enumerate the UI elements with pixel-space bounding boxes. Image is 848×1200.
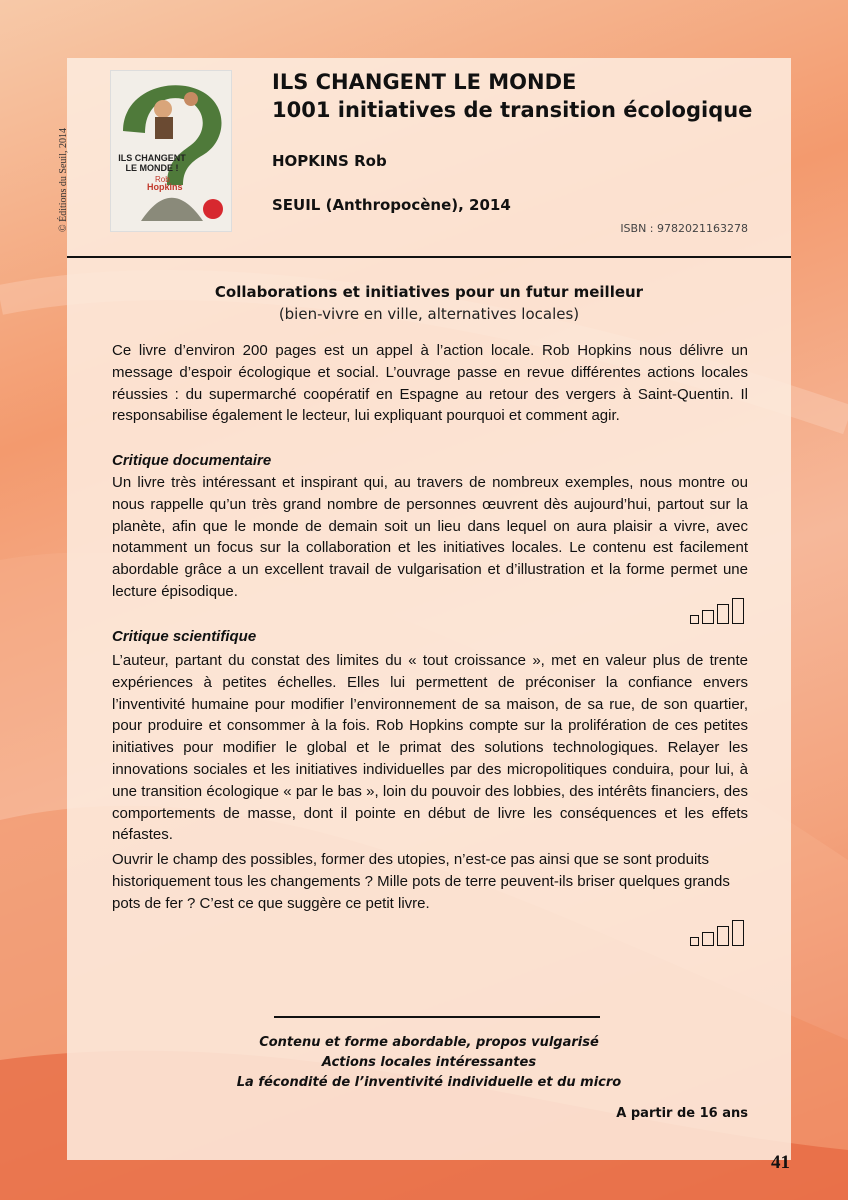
- summary-line-2: Actions locales intéressantes: [321, 1055, 537, 1070]
- cover-author-last: Hopkins: [147, 182, 183, 192]
- age-recommendation: A partir de 16 ans: [616, 1106, 748, 1121]
- critique-scientifique-heading: Critique scientifique: [112, 628, 257, 645]
- summary-line-1: Contenu et forme abordable, propos vulgarisé: [259, 1035, 599, 1050]
- book-author: HOPKINS Rob: [272, 152, 387, 170]
- intro-paragraph: Ce livre d’environ 200 pages est un appel à l’action locale. Rob Hopkins nous délivre un message d’espoir écologique et social. L’ouvrage passe en revue différentes actions locales réussies : du supermarché coopératif en Espagne au retour des vergers à Saint-Quentin. Il responsabilise également le lecteur, lui expliquant pourquoi et comment agir.: [112, 342, 748, 425]
- critique-documentaire-text: Un livre très intéressant et inspirant qui, au travers de nombreux exemples, nous montre ou nous rappelle qu’un très grand nombre de personnes œuvrent dès aujourd’hui, partout sur la planète, afin que le monde de demain soit un lieu dans lequel on aura plaisir a vivre, avec notamment un focus sur la collaboration et les initiatives locales. Le contenu est facilement abordable grâce a un excellent travail de vulgarisation et d’illustration et la forme permet une lecture épisodique.: [112, 474, 748, 600]
- book-title-line1: ILS CHANGENT LE MONDE: [272, 70, 577, 94]
- rating-scientifique: [690, 920, 744, 946]
- book-title: [272, 68, 772, 124]
- section-subtitle: (bien-vivre en ville, alternatives locales): [278, 305, 580, 323]
- critique-scientifique-text: L’auteur, partant du constat des limites du « tout croissance », met en valeur plus de trente expériences à petites échelles. Elles lui permettent de préconiser la confiance envers l’inventivité humaine pour modifier l’environnement de sa maison, de sa rue, de son quartier, pour produire et consommer à la fois. Rob Hopkins compte sur la prolifération de ces petites initiatives pour modifier le global et le primat des solutions technologiques. Relayer les innovations sociales et les initiatives individuelles par des micropolitiques conduira, pour lui, à une transition écologique « par le bas », loin du pouvoir des lobbies, des intérêts financiers, des comportements de masse, dont il pointe en début de livre les conséquences et les effets néfastes.: [112, 652, 748, 844]
- rating-square-1: [690, 937, 699, 946]
- cover-seal: [203, 199, 223, 219]
- critique-documentaire-heading: Critique documentaire: [112, 452, 272, 469]
- page-number: 41: [771, 1152, 790, 1173]
- rating-square-1: [690, 615, 699, 624]
- book-cover: [110, 70, 232, 232]
- rating-square-4: [732, 920, 744, 946]
- rating-square-3: [717, 926, 729, 946]
- divider-top: [67, 256, 791, 258]
- rating-square-2: [702, 932, 714, 946]
- cover-title: ILS CHANGENT LE MONDE !: [118, 153, 186, 173]
- book-isbn: ISBN : 9782021163278: [620, 222, 748, 235]
- divider-bottom: [274, 1016, 600, 1018]
- summary-line-3: La fécondité de l’inventivité individuelle et du micro: [236, 1075, 622, 1090]
- rating-documentaire: [690, 598, 744, 624]
- critique-scientifique-text-2: Ouvrir le champ des possibles, former des utopies, n’est-ce pas ainsi que se sont produits historiquement tous les changements ? Mille pots de terre peuvent-ils briser quelques grands pots de fer ? C’est ce que suggère ce petit livre.: [112, 851, 730, 912]
- book-publisher: SEUIL (Anthropocène), 2014: [272, 196, 511, 214]
- section-title: Collaborations et initiatives pour un futur meilleur: [214, 283, 644, 301]
- rating-square-4: [732, 598, 744, 624]
- book-title-line2: 1001 initiatives de transition écologique: [272, 98, 753, 122]
- cover-author-first: Rob: [155, 175, 170, 184]
- copyright-notice: © Éditions du Seuil, 2014: [58, 128, 69, 232]
- rating-square-3: [717, 604, 729, 624]
- rating-square-2: [702, 610, 714, 624]
